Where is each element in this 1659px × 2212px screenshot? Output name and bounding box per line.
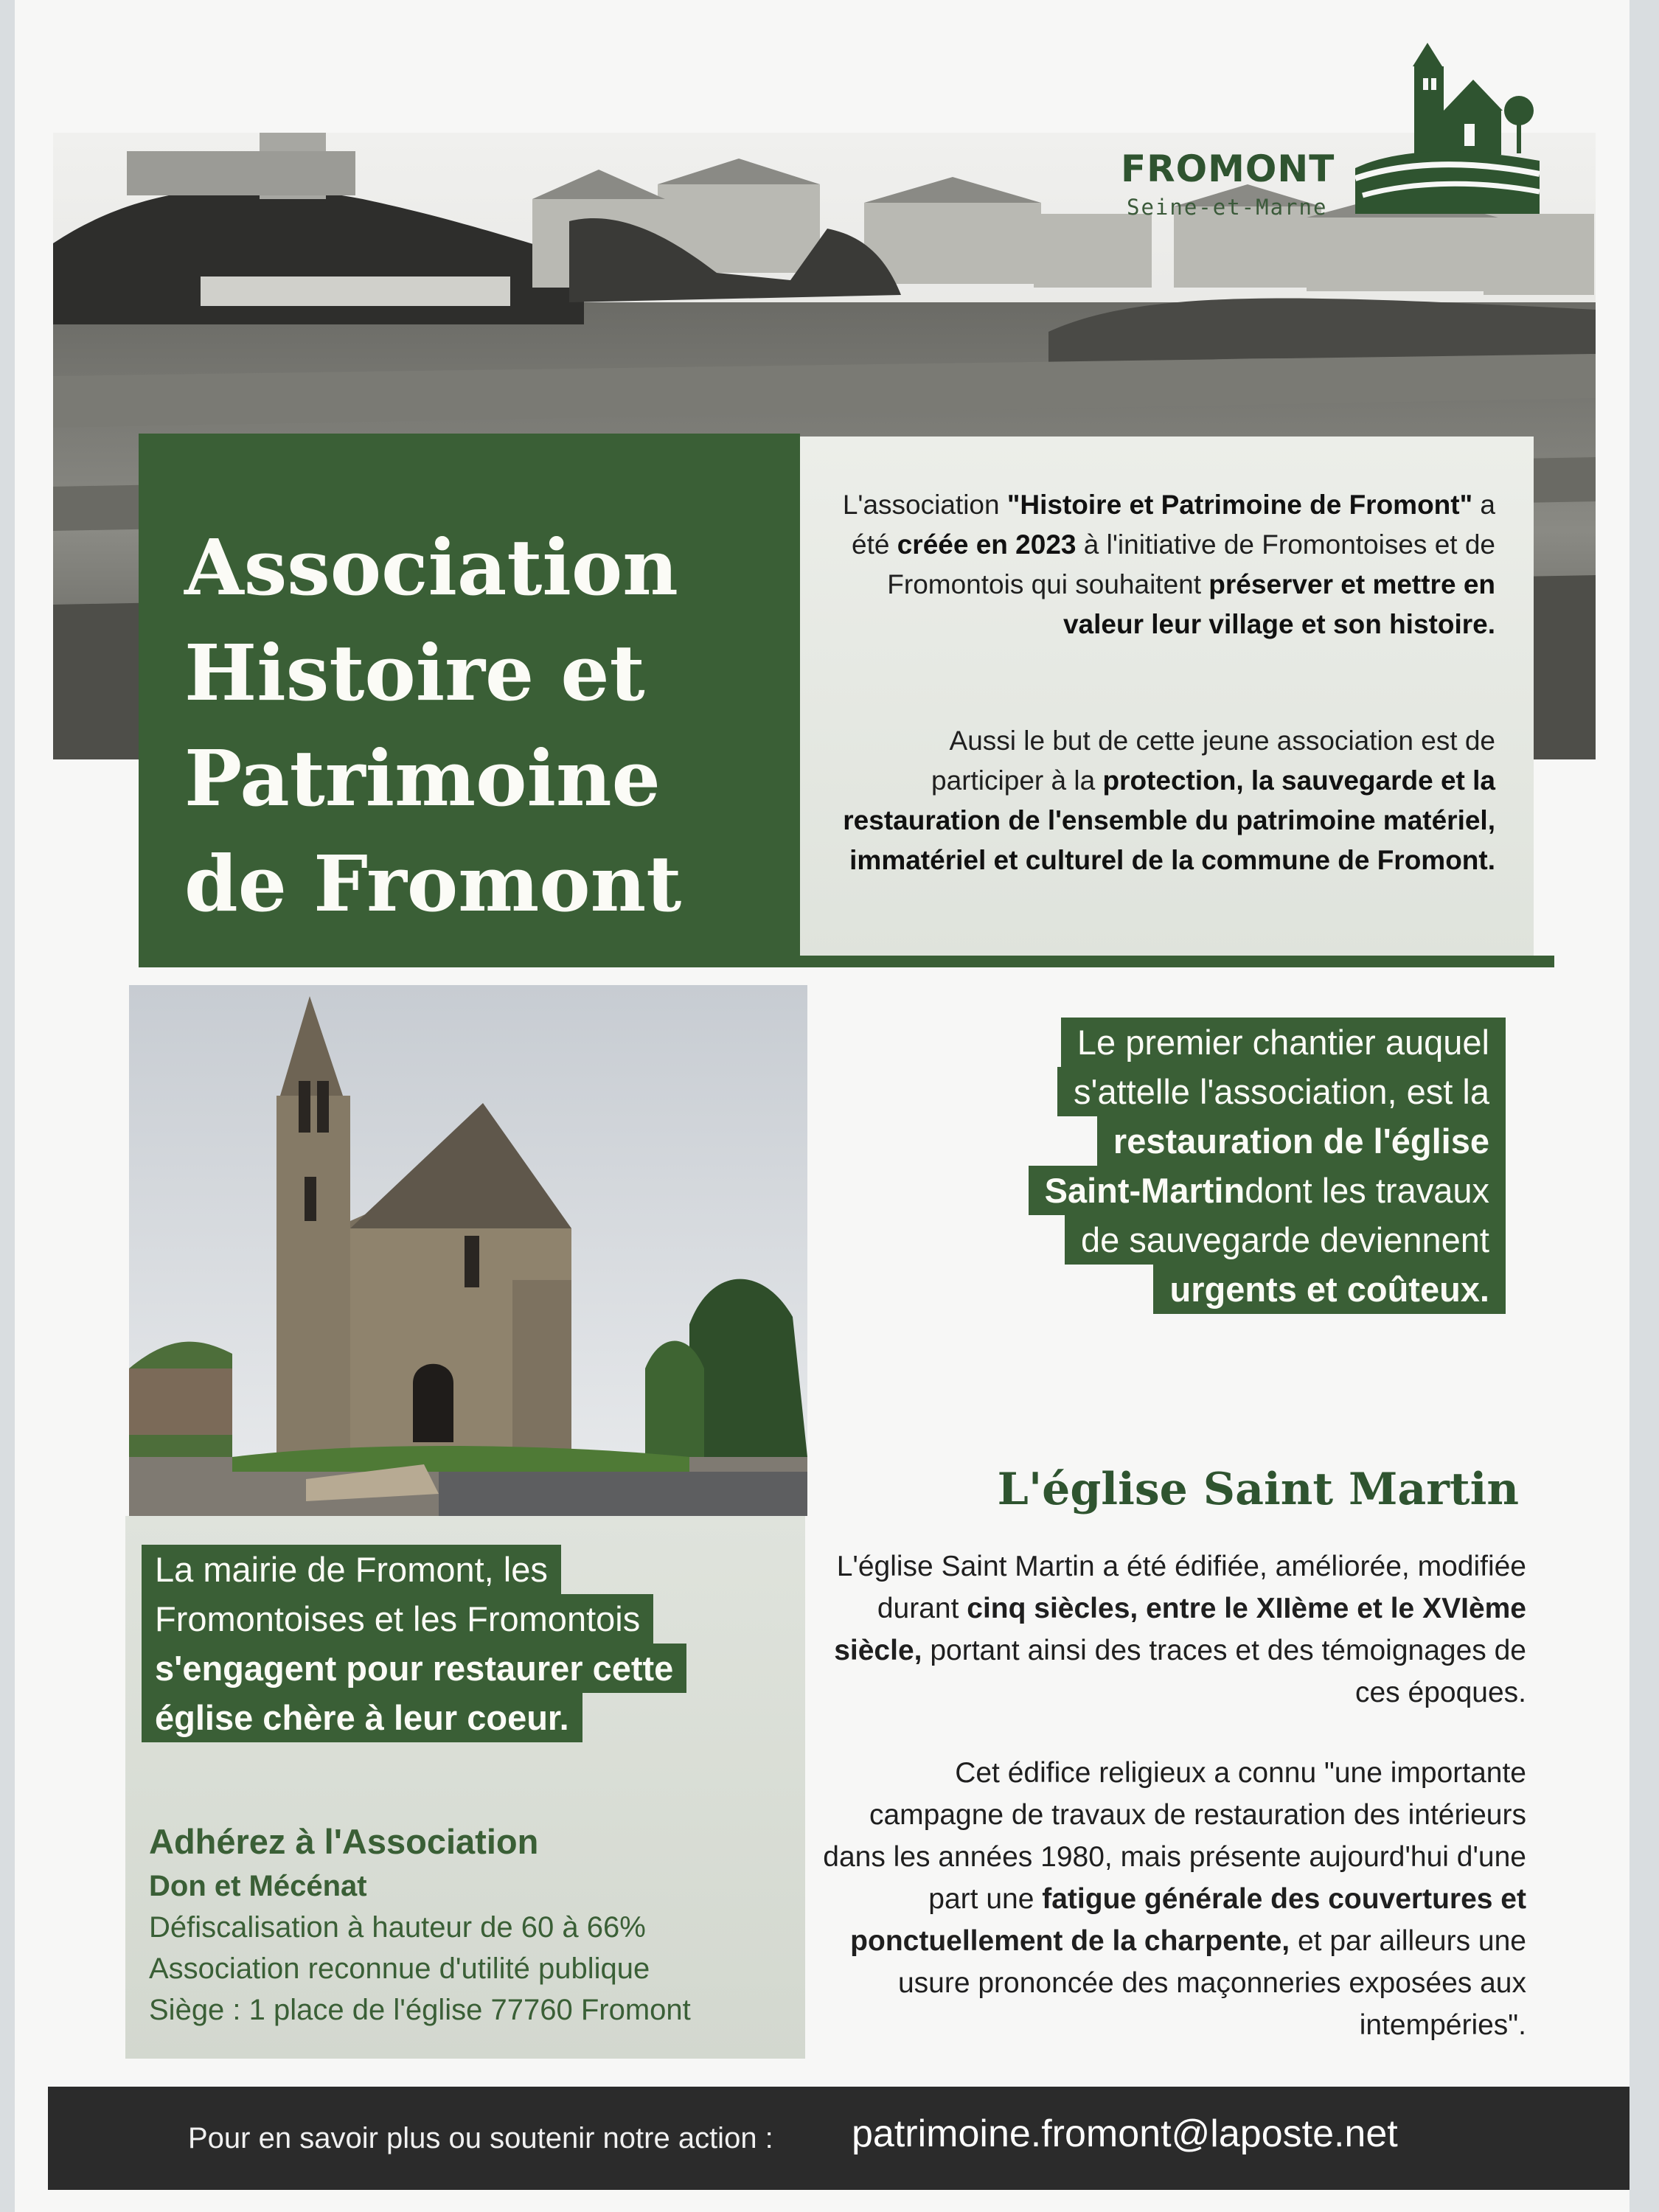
church-text: portant ainsi des traces et des témoignages de ces époques. (922, 1635, 1526, 1708)
church-text: Cet édifice religieux a connu "une importante campagne de travaux de restauration des intérieurs dans les années 1980, mais présente aujourd'hui d'une part une (823, 1757, 1526, 1915)
intro-association-name: "Histoire et Patrimoine de Fromont" (1006, 490, 1473, 520)
highlight-line: église chère à leur coeur. (142, 1693, 582, 1742)
adhesion-don: Don et Mécénat (149, 1870, 367, 1902)
highlight-line: s'engagent pour restaurer cette (142, 1644, 686, 1693)
chantier-highlight (1029, 1018, 1506, 1314)
adhesion-info (149, 1818, 691, 2031)
intro-text: L'association (842, 490, 1007, 520)
highlight-line: s'attelle l'association, est la (1057, 1067, 1506, 1116)
intro-mission: protection, la sauvegarde et la restauration de l'ensemble du patrimoine matériel, immatériel et culturel de la commune de Fromont. (843, 765, 1495, 875)
intro-paragraph-1 (832, 485, 1495, 644)
adhesion-heading: Adhérez à l'Association (149, 1822, 539, 1861)
intro-panel (800, 437, 1534, 957)
church-centuries: cinq siècles, entre le XIIème et le XVIème siècle, (834, 1593, 1526, 1666)
logo-subtitle: Seine-et-Marne (1127, 195, 1328, 220)
footer-bar (48, 2087, 1630, 2190)
village-church-logo-icon (1355, 37, 1540, 214)
church-photo (129, 985, 807, 1516)
intro-goal: préserver et mettre en valeur leur village et son histoire. (1062, 569, 1495, 639)
church-paragraph-1 (818, 1545, 1526, 1714)
highlight-line: La mairie de Fromont, les (142, 1545, 561, 1594)
church-text: et par ailleurs une usure prononcée des maçonneries exposées aux intempéries". (897, 1925, 1526, 2041)
contact-email-link[interactable]: patrimoine.fromont@laposte.net (852, 2112, 1398, 2155)
highlight-line: urgents et coûteux. (1153, 1265, 1506, 1314)
adhesion-utilite: Association reconnue d'utilité publique (149, 1952, 650, 1985)
fromont-logo (1121, 37, 1548, 220)
green-divider (139, 956, 1554, 967)
highlight-line: Le premier chantier auquel (1061, 1018, 1506, 1067)
church-name: Saint-Martin (1044, 1171, 1245, 1210)
logo-name: FROMONT (1121, 147, 1335, 190)
intro-text: a été (852, 490, 1495, 560)
highlight-line: restauration de l'église (1097, 1116, 1506, 1166)
intro-creation-year: créée en 2023 (897, 529, 1077, 560)
footer-label: Pour en savoir plus ou soutenir notre action : (188, 2122, 773, 2154)
highlight-line: Fromontoises et les Fromontois (142, 1594, 653, 1644)
church-damage: fatigue générale des couvertures et ponctuellement de la charpente, (850, 1883, 1526, 1957)
highlight-line (1029, 1166, 1506, 1215)
title-panel (139, 434, 800, 956)
church-paragraph-2 (818, 1752, 1526, 2046)
adhesion-siege: Siège : 1 place de l'église 77760 Fromont (149, 1994, 691, 2026)
highlight-text: dont les travaux (1245, 1166, 1489, 1215)
adhesion-defiscalisation: Défiscalisation à hauteur de 60 à 66% (149, 1911, 646, 1944)
mairie-highlight (142, 1545, 686, 1742)
intro-text: à l'initiative de Fromontoises et de Fromontois qui souhaitent (887, 529, 1495, 599)
flyer-sheet (15, 0, 1630, 2212)
intro-text: Aussi le but de cette jeune association est de participer à la (931, 726, 1495, 796)
church-section-title: L'église Saint Martin (997, 1464, 1519, 1515)
intro-paragraph-2 (832, 721, 1495, 880)
page-title: Association Histoire et Patrimoine de Fromont (184, 522, 682, 929)
highlight-line: de sauvegarde deviennent (1065, 1215, 1506, 1265)
church-text: L'église Saint Martin a été édifiée, améliorée, modifiée durant (836, 1551, 1526, 1624)
